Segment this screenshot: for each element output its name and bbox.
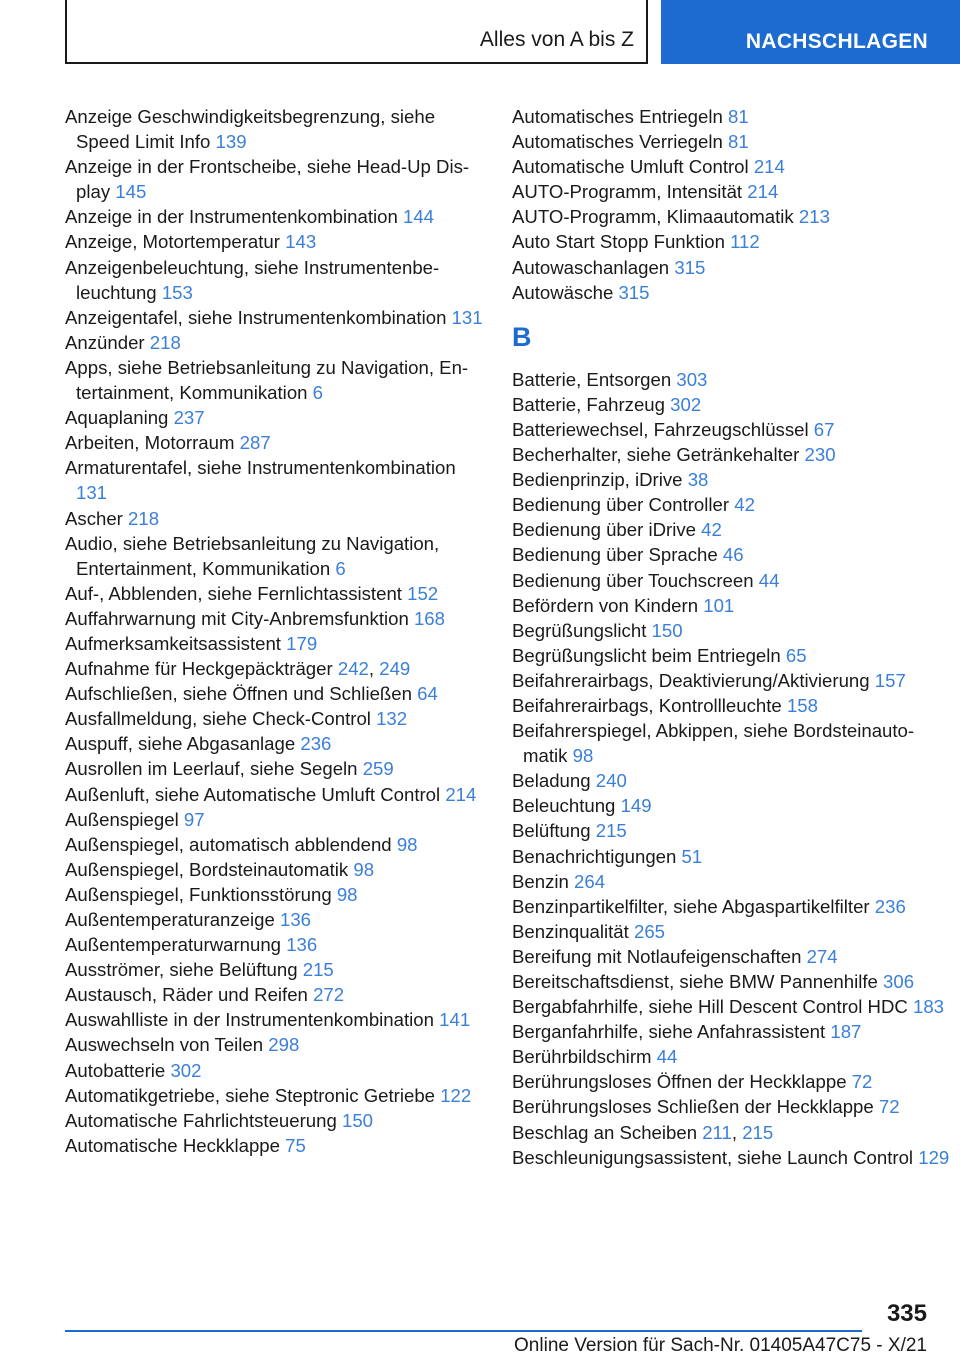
page-reference-link[interactable]: 75 [285, 1134, 306, 1156]
index-entry-term: Aufschließen, siehe Öffnen und Schließen [65, 683, 412, 705]
page-reference-link[interactable]: 131 [76, 482, 108, 504]
page-reference-link[interactable]: 98 [396, 833, 418, 855]
index-entry [512, 255, 952, 280]
page-reference-link[interactable]: 150 [342, 1109, 374, 1131]
page-reference-link[interactable]: 98 [336, 883, 358, 905]
index-entry-term: Bedienung über Controller [512, 494, 730, 516]
index-entry-term: Batteriewechsel, Fahrzeugschlüssel [512, 418, 809, 440]
page-reference-link[interactable]: 42 [701, 519, 722, 541]
index-entry-term: Aufnahme für Heckgepäckträger [65, 658, 333, 680]
index-entry-term: Austausch, Räder und Reifen [65, 984, 308, 1006]
index-entry [512, 818, 952, 843]
page-reference-link[interactable]: 265 [633, 920, 666, 942]
index-entry [512, 1069, 952, 1094]
index-entry-term: Beifahrerspiegel, Abkippen, siehe Bordsteinautomatik [512, 720, 915, 767]
index-entry-term: Ausfallmeldung, siehe Check-Control [65, 708, 371, 730]
index-entry-term: Anzünder [65, 331, 145, 353]
index-entry-term: Batterie, Entsorgen [512, 368, 672, 390]
index-entry [512, 718, 952, 768]
index-entry-term: Aufmerksamkeitsassistent [65, 632, 281, 654]
index-column-right [512, 104, 952, 1170]
index-entry-term: Armaturentafel, siehe Instrumentenkombination [65, 457, 456, 479]
index-entry-term: Anzeigenbeleuchtung, siehe Instrumentenbeleuchtung [65, 256, 440, 303]
page-reference-link[interactable]: 218 [149, 331, 181, 353]
index-entry-term: Auswechseln von Teilen [65, 1034, 264, 1056]
index-entry-term: Bedienung über Touchscreen [512, 569, 754, 591]
page-reference-link[interactable]: 187 [830, 1021, 862, 1043]
index-entry [65, 1108, 485, 1133]
page-reference-link[interactable]: 136 [280, 909, 312, 930]
index-entry-term: Automatisches Entriegeln [512, 106, 723, 127]
index-entry-term: Anzeige in der Instrumentenkombination [65, 206, 398, 228]
index-entry-term: Aquaplaning [65, 407, 169, 429]
index-entry-term: Beifahrerairbags, Deaktivierung/Aktivierung [512, 669, 870, 691]
index-entry [512, 442, 952, 467]
page-reference-link[interactable]: 287 [239, 432, 271, 454]
page-reference-link[interactable]: 6 [312, 382, 324, 404]
index-entry-term: Anzeige in der Frontscheibe, siehe Head-Up Display [65, 156, 470, 203]
page-reference-link[interactable]: 215 [742, 1121, 774, 1143]
index-entry-term: Begrüßungslicht beim Entriegeln [512, 644, 781, 666]
index-entry-term: Berührungsloses Öffnen der Heckklappe [512, 1071, 847, 1093]
page-reference-link[interactable]: 51 [681, 845, 703, 867]
page-reference-link[interactable]: 157 [874, 669, 906, 691]
page-reference-link[interactable]: 274 [806, 945, 838, 967]
index-entry [65, 807, 485, 832]
index-entry: Aufnahme für Heckgepäckträger 242, 249 [65, 658, 411, 680]
index-entry [65, 455, 485, 505]
index-entry [65, 255, 485, 305]
index-entry-term: Ausrollen im Leerlauf, siehe Segeln [65, 758, 358, 780]
page-reference-link[interactable]: 129 [918, 1146, 950, 1168]
header-title: Alles von A bis Z [479, 28, 634, 51]
index-entry-term: Batterie, Fahrzeug [512, 393, 665, 415]
index-entry-term: Beleuchtung [512, 795, 616, 817]
index-entry-term: Beschleunigungsassistent, siehe Launch Control [512, 1146, 914, 1168]
page-reference-link[interactable]: 153 [161, 281, 193, 303]
page-reference-link[interactable]: 230 [804, 444, 836, 466]
index-entry [512, 1145, 952, 1170]
index-entry [512, 229, 952, 254]
index-entry [65, 907, 485, 932]
page-reference-link[interactable]: 144 [403, 206, 435, 228]
index-entry-term: Bergabfahrhilfe, siehe Hill Descent Control HDC [512, 996, 908, 1018]
page-reference-link[interactable]: 143 [285, 231, 317, 253]
page-reference-link[interactable]: 131 [451, 306, 483, 328]
index-entry [512, 179, 952, 204]
index-entry [65, 204, 485, 229]
index-entry [512, 367, 952, 392]
index-entry [65, 229, 485, 254]
index-entry-term: Berührbildschirm [512, 1046, 652, 1068]
index-entry [65, 305, 485, 330]
index-entry-term: Auf-, Abblenden, siehe Fernlichtassistent [65, 582, 402, 604]
index-entry-term: Benzinpartikelfilter, siehe Abgaspartikelfilter [512, 895, 870, 917]
index-entry [65, 506, 485, 531]
index-entry-term: AUTO-Programm, Intensität [512, 181, 743, 203]
index-entry [512, 104, 952, 129]
index-column-left [65, 104, 485, 1158]
page-reference-link[interactable]: 44 [656, 1046, 678, 1068]
index-entry [512, 280, 952, 305]
index-entry [512, 129, 952, 154]
index-entry [512, 919, 952, 944]
index-entry [65, 882, 485, 907]
page-reference-link[interactable]: 38 [687, 469, 709, 491]
index-entry [512, 1019, 952, 1044]
index-entry [512, 517, 952, 542]
page-reference-link[interactable]: 237 [173, 407, 205, 429]
footer-version: Online Version für Sach-Nr. 01405A47C75 - X/21 [514, 1335, 927, 1356]
index-entry [65, 731, 485, 756]
index-entry [512, 668, 952, 693]
index-entry [512, 618, 952, 643]
page-reference-link[interactable]: 72 [878, 1096, 900, 1118]
index-entry-term: Außenluft, siehe Automatische Umluft Control [65, 783, 441, 805]
index-entry [65, 531, 485, 581]
index-entry [512, 793, 952, 818]
index-entry [512, 693, 952, 718]
index-entry-term: Becherhalter, siehe Getränkehalter [512, 444, 800, 466]
index-entry [512, 467, 952, 492]
index-entry [512, 894, 952, 919]
index-entry [512, 392, 952, 417]
index-entry [65, 1007, 485, 1032]
page-reference-link[interactable]: 122 [440, 1084, 472, 1106]
header-frame [65, 0, 648, 64]
index-entry [512, 869, 952, 894]
index-entry [65, 706, 485, 731]
page-reference-link[interactable]: 81 [728, 131, 749, 153]
index-entry [65, 355, 485, 405]
page-reference-link[interactable]: 168 [413, 607, 445, 629]
index-entry-term: Anzeige, Motortemperatur [65, 231, 280, 253]
index-entry [512, 768, 952, 793]
page-reference-link[interactable]: 42 [734, 494, 755, 516]
page-reference-link[interactable]: 214 [753, 156, 785, 178]
page-reference-link[interactable]: 240 [595, 770, 627, 792]
page-reference-link[interactable]: 236 [874, 895, 906, 917]
index-entry [512, 969, 952, 994]
page-reference-link[interactable]: 152 [407, 582, 439, 604]
index-entry [512, 568, 952, 593]
page-reference-link[interactable]: 97 [183, 808, 205, 830]
index-entry-term: Außentemperaturanzeige [65, 909, 275, 930]
index-entry-term: Berganfahrhilfe, siehe Anfahrassistent [512, 1021, 826, 1043]
index-entry-term: Beschlag an Scheiben [512, 1121, 698, 1143]
page-reference-link[interactable]: 65 [785, 644, 807, 666]
page-reference-link[interactable]: 242 [337, 658, 369, 680]
index-entry [65, 857, 485, 882]
page-reference-link[interactable]: 298 [268, 1034, 300, 1056]
page-reference-link[interactable]: 236 [300, 733, 332, 755]
page-reference-link[interactable]: 98 [353, 858, 375, 880]
page-reference-link[interactable]: 141 [439, 1009, 471, 1031]
page-reference-link[interactable]: 302 [170, 1059, 202, 1081]
page-reference-link[interactable]: 214 [747, 181, 779, 203]
index-entry [512, 593, 952, 618]
section-letter: B [512, 321, 532, 352]
index-entry-term: Auswahlliste in der Instrumentenkombination [65, 1009, 434, 1031]
page-reference-link[interactable]: 218 [128, 507, 160, 529]
index-entry-term: Benzinqualität [512, 920, 629, 942]
page-reference-link[interactable]: 149 [620, 795, 652, 817]
index-entry [65, 832, 485, 857]
page-reference-link[interactable]: 72 [851, 1071, 873, 1093]
page-number: 335 [886, 1300, 927, 1327]
index-entry [512, 417, 952, 442]
page-reference-link[interactable]: 67 [813, 418, 835, 440]
index-entry [65, 932, 485, 957]
page-reference-link[interactable]: 303 [676, 368, 708, 390]
index-entry-term: Bedienung über Sprache [512, 544, 718, 566]
index-entry [65, 1032, 485, 1057]
section-tab[interactable] [661, 0, 960, 64]
index-entry [65, 606, 485, 631]
index-entry [65, 631, 485, 656]
index-entry-term: Außenspiegel [65, 808, 179, 830]
page-reference-link[interactable]: 302 [670, 393, 702, 415]
index-entry [65, 681, 485, 706]
index-entry [512, 492, 952, 517]
index-entry [65, 330, 485, 355]
index-entry-term: Automatische Fahrlichtsteuerung [65, 1109, 337, 1131]
index-entry-term: Automatische Heckklappe [65, 1134, 280, 1156]
page-reference-link[interactable]: 145 [115, 181, 147, 203]
index-entry-term: Autowaschanlagen [512, 256, 670, 278]
index-entry [512, 204, 952, 229]
index-entry-term: Benachrichtigungen [512, 845, 677, 867]
index-entry-term: Auto Start Stopp Funktion [512, 231, 725, 253]
index-entry: Beschlag an Scheiben 211, 215 [512, 1121, 774, 1143]
index-entry [65, 982, 485, 1007]
index-entry-term: Bereitschaftsdienst, siehe BMW Pannenhilfe [512, 971, 878, 992]
page-reference-link[interactable]: 136 [286, 934, 318, 956]
page-reference-link[interactable]: 183 [912, 996, 945, 1018]
index-entry [65, 104, 485, 154]
index-entry [65, 581, 485, 606]
page-reference-link[interactable]: 213 [798, 206, 830, 228]
page-reference-link[interactable]: 264 [574, 870, 606, 892]
page-reference-link[interactable]: 150 [651, 619, 683, 641]
page-reference-link[interactable]: 179 [286, 632, 318, 654]
index-entry [65, 1133, 485, 1158]
index-entry-term: Autowäsche [512, 281, 614, 303]
index-entry [512, 944, 952, 969]
page-reference-link[interactable]: 315 [674, 256, 706, 278]
index-entry-term: Autobatterie [65, 1059, 166, 1081]
index-entry [512, 1094, 952, 1119]
page-reference-link[interactable]: 214 [445, 783, 477, 805]
page-reference-link[interactable]: 215 [302, 959, 334, 981]
footer-divider [65, 1330, 862, 1332]
index-entry-term: Bereifung mit Notlaufeigenschaften [512, 945, 802, 967]
index-entry-term: Bedienprinzip, iDrive [512, 469, 683, 491]
page-reference-link[interactable]: 139 [215, 131, 247, 153]
page-reference-link[interactable]: 6 [335, 557, 346, 579]
index-entry [512, 994, 952, 1019]
index-entry [512, 1044, 952, 1069]
page-reference-link[interactable]: 46 [722, 544, 744, 566]
page-reference-link[interactable]: 132 [376, 708, 408, 730]
page-reference-link[interactable]: 306 [883, 971, 915, 992]
index-entry [65, 1058, 485, 1083]
index-entry-term: Berührungsloses Schließen der Heckklappe [512, 1096, 874, 1118]
index-entry-term: Beifahrerairbags, Kontrollleuchte [512, 694, 782, 716]
index-entry-term: Ausströmer, siehe Belüftung [65, 959, 298, 981]
index-entry-term: Auffahrwarnung mit City-Anbremsfunktion [65, 607, 409, 629]
page-reference-link[interactable]: 158 [786, 694, 818, 716]
index-entry [65, 782, 485, 807]
page-reference-link[interactable]: 272 [313, 984, 345, 1006]
index-entry-term: Außentemperaturwarnung [65, 934, 282, 956]
page-reference-link[interactable]: 98 [572, 745, 594, 767]
index-entry [512, 844, 952, 869]
index-entry-term: Benzin [512, 870, 569, 892]
page-reference-link[interactable]: 211 [702, 1121, 732, 1143]
index-entry-term: Anzeigentafel, siehe Instrumentenkombination [65, 306, 447, 328]
index-group-a-continued [512, 104, 952, 305]
page-reference-link[interactable]: 215 [595, 820, 627, 842]
index-entry-term: Auspuff, siehe Abgasanlage [65, 733, 296, 755]
index-entry-term: Außenspiegel, Funktionsstörung [65, 883, 332, 905]
page-reference-link[interactable]: 249 [379, 658, 411, 680]
index-entry [512, 542, 952, 567]
index-entry [65, 756, 485, 781]
index-group-b [512, 367, 952, 1170]
index-entry [512, 643, 952, 668]
index-entry-term: Außenspiegel, automatisch abblendend [65, 833, 392, 855]
page-reference-link[interactable]: 259 [362, 758, 394, 780]
index-entry [65, 957, 485, 982]
index-entry-term: Anzeige Geschwindigkeitsbegrenzung, siehe Speed Limit Info [65, 106, 436, 153]
page-reference-link[interactable]: 315 [618, 281, 650, 303]
index-entry [512, 154, 952, 179]
index-entry [65, 405, 485, 430]
index-entry [65, 1083, 485, 1108]
index-entry [65, 430, 485, 455]
index-entry-term: Arbeiten, Motorraum [65, 432, 235, 454]
index-entry-term: Begrüßungslicht [512, 619, 647, 641]
page-reference-link[interactable]: 112 [730, 231, 760, 253]
index-entry-term: Beladung [512, 770, 591, 792]
index-entry-term: Ascher [65, 507, 123, 529]
page-reference-link[interactable]: 44 [758, 569, 780, 591]
section-tab-label: NACHSCHLAGEN [745, 30, 928, 53]
index-entry-term: Befördern von Kindern [512, 594, 699, 616]
page-reference-link[interactable]: 81 [728, 106, 749, 127]
index-entry-term: AUTO-Programm, Klimaautomatik [512, 206, 794, 228]
index-entry-term: Automatikgetriebe, siehe Steptronic Getriebe [65, 1084, 436, 1106]
index-entry-term: Automatische Umluft Control [512, 156, 749, 178]
index-entry-term: Außenspiegel, Bordsteinautomatik [65, 858, 349, 880]
index-entry-term: Bedienung über iDrive [512, 519, 696, 541]
page-reference-link[interactable]: 101 [703, 594, 735, 616]
page-reference-link[interactable]: 64 [417, 683, 438, 705]
index-entry-term: Apps, siehe Betriebsanleitung zu Navigation, Entertainment, Kommunikation [65, 356, 469, 404]
index-entry-term: Automatisches Verriegeln [512, 131, 723, 153]
index-entry-term: Audio, siehe Betriebsanleitung zu Navigation, Entertainment, Kommunikation [65, 532, 440, 579]
index-entry [65, 154, 485, 204]
index-entry-term: Belüftung [512, 820, 591, 842]
